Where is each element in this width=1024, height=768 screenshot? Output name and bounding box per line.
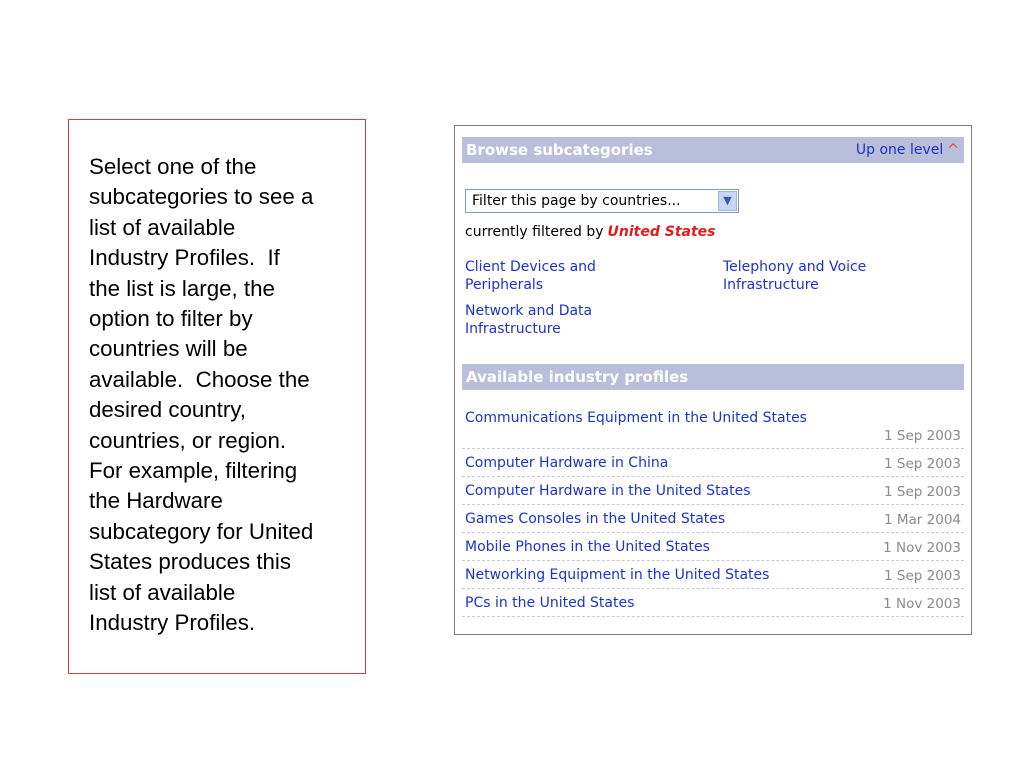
profile-link[interactable]: Communications Equipment in the United States — [465, 410, 807, 426]
current-filter-country: United States — [607, 224, 716, 240]
caret-up-icon: ^ — [947, 142, 959, 158]
available-profiles-header — [462, 364, 964, 390]
profile-row — [462, 477, 964, 505]
profile-row — [462, 533, 964, 561]
profile-date: 1 Sep 2003 — [884, 456, 961, 472]
profile-date: 1 Sep 2003 — [884, 568, 961, 584]
browse-subcategories-title: Browse subcategories — [466, 141, 653, 159]
browse-subcategories-header — [462, 137, 964, 163]
profile-row — [462, 408, 964, 449]
subcategory-link-client-devices[interactable]: Client Devices and Peripherals — [465, 259, 596, 293]
profile-date: 1 Sep 2003 — [884, 428, 961, 444]
subcategory-link-telephony[interactable]: Telephony and Voice Infrastructure — [723, 259, 867, 293]
subcategory-link-network-data[interactable]: Network and Data Infrastructure — [465, 303, 593, 337]
available-profiles-title: Available industry profiles — [466, 368, 689, 386]
profile-row — [462, 561, 964, 589]
current-filter-status — [465, 224, 715, 240]
chevron-down-icon[interactable]: ▼ — [718, 191, 737, 211]
profile-row — [462, 449, 964, 477]
profile-date: 1 Mar 2004 — [884, 512, 961, 528]
instruction-note-box — [68, 119, 366, 674]
profile-link[interactable]: Games Consoles in the United States — [465, 511, 726, 527]
profile-date: 1 Sep 2003 — [884, 484, 961, 500]
current-filter-label: currently filtered by — [465, 224, 604, 240]
country-filter-select[interactable] — [465, 189, 739, 213]
profile-row — [462, 589, 964, 617]
profile-link[interactable]: PCs in the United States — [465, 595, 635, 611]
profile-date: 1 Nov 2003 — [883, 596, 961, 612]
up-one-level-link[interactable] — [856, 142, 959, 158]
profile-link[interactable]: Computer Hardware in the United States — [465, 483, 751, 499]
profile-row — [462, 505, 964, 533]
profile-link[interactable]: Networking Equipment in the United States — [465, 567, 770, 583]
country-filter-selected-value: Filter this page by countries... — [472, 193, 681, 209]
profile-date: 1 Nov 2003 — [883, 540, 961, 556]
profile-link[interactable]: Computer Hardware in China — [465, 455, 669, 471]
profile-link[interactable]: Mobile Phones in the United States — [465, 539, 710, 555]
browse-panel — [454, 125, 972, 635]
profiles-list — [462, 408, 964, 617]
up-one-level-label: Up one level — [855, 142, 944, 158]
instruction-text: Select one of the subcategories to see a list of available Industry Profiles. If the list is large, the option to filter by countries will be available. Choose the desired country, countries, or region. For example, filtering the Hardware subcategory for United States produces this list of available Industry Profiles. — [89, 154, 314, 636]
